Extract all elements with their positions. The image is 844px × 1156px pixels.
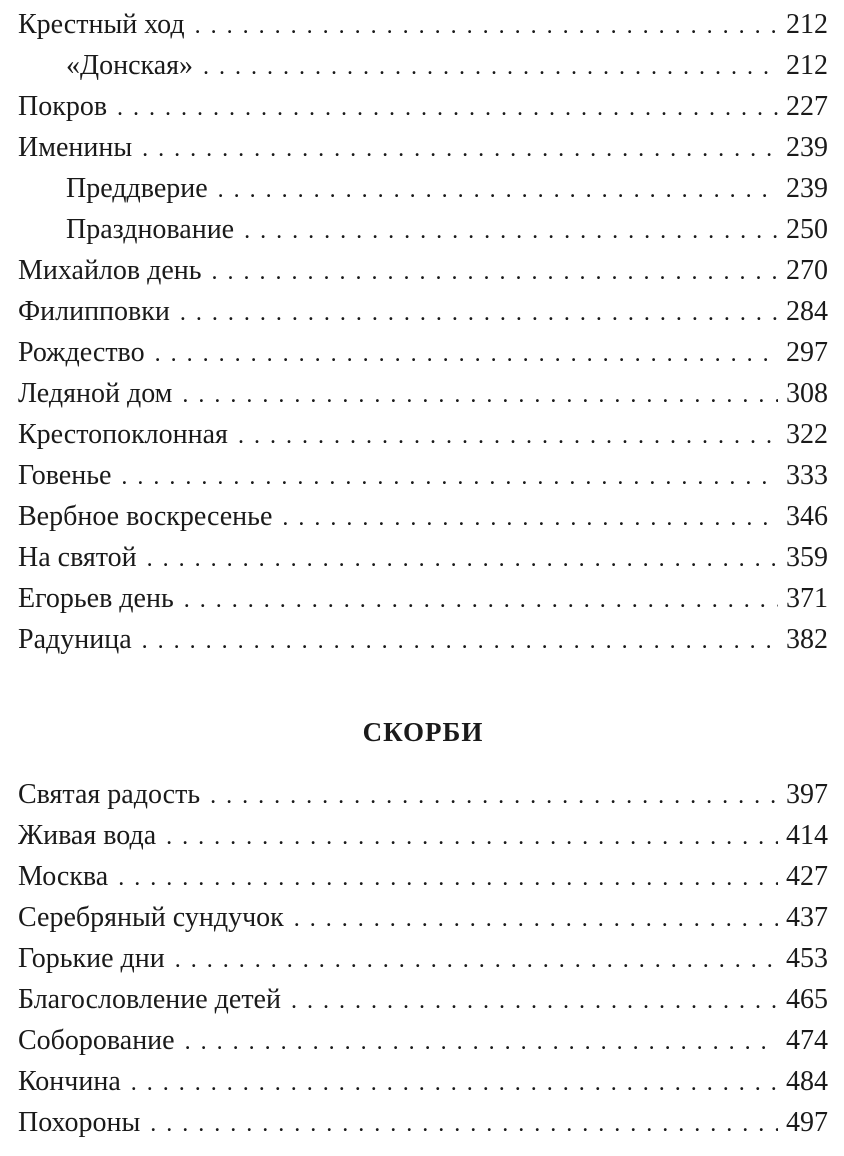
toc-entry (18, 1061, 828, 1102)
toc-entry-page-number: 427 (786, 861, 828, 892)
toc-entry-title: Преддверие (66, 173, 208, 204)
dot-leader (212, 252, 778, 293)
toc-entry-page-number: 371 (786, 583, 828, 614)
toc-entry-page-number: 333 (786, 460, 828, 491)
toc-entry-title: Михайлов день (18, 255, 202, 286)
toc-entry-page-number: 212 (786, 50, 828, 81)
dot-leader (147, 539, 778, 580)
toc-entry-page-number: 453 (786, 943, 828, 974)
toc-entry (18, 455, 828, 496)
toc-entry-title: Рождество (18, 337, 145, 368)
dot-leader (142, 129, 778, 170)
toc-entry-page-number: 297 (786, 337, 828, 368)
toc-entry (18, 373, 828, 414)
dot-leader (117, 88, 778, 129)
toc-entry-title: Серебряный сундучок (18, 902, 284, 933)
toc-entry-title: Ледяной дом (18, 378, 173, 409)
dot-leader (121, 457, 778, 498)
dot-leader (203, 47, 778, 88)
toc-entry-page-number: 414 (786, 820, 828, 851)
toc-entry (18, 774, 828, 815)
toc-entry-page-number: 437 (786, 902, 828, 933)
toc-entry-title: Празднование (66, 214, 235, 245)
toc-entry-title: Живая вода (18, 820, 157, 851)
toc-entry-title: Говенье (18, 460, 112, 491)
dot-leader (131, 1063, 778, 1104)
toc-entry (18, 1102, 828, 1143)
toc-entry (18, 815, 828, 856)
toc-list-part2 (18, 774, 828, 1143)
toc-entry-page-number: 250 (786, 214, 828, 245)
toc-entry (18, 938, 828, 979)
toc-entry (18, 979, 828, 1020)
toc-entry-page-number: 212 (786, 9, 828, 40)
toc-entry (18, 332, 828, 373)
toc-entry (18, 250, 828, 291)
toc-entry-page-number: 497 (786, 1107, 828, 1138)
toc-entry (18, 897, 828, 938)
toc-entry (18, 619, 828, 660)
dot-leader (282, 498, 778, 539)
toc-entry-title: Горькие дни (18, 943, 165, 974)
dot-leader (291, 981, 778, 1022)
toc-entry (18, 209, 828, 250)
toc-entry-title: Крестопоклонная (18, 419, 228, 450)
toc-entry (18, 168, 828, 209)
section-heading: СКОРБИ (362, 717, 484, 747)
dot-leader (118, 858, 778, 899)
toc-entry-page-number: 346 (786, 501, 828, 532)
toc-entry (18, 414, 828, 455)
dot-leader (166, 817, 778, 858)
dot-leader (238, 416, 778, 457)
dot-leader (218, 170, 778, 211)
toc-entry (18, 86, 828, 127)
dot-leader (175, 940, 778, 981)
toc-entry-page-number: 484 (786, 1066, 828, 1097)
toc-entry (18, 578, 828, 619)
toc-entry-title: Именины (18, 132, 133, 163)
toc-entry-title: Благословление детей (18, 984, 281, 1015)
toc-entry (18, 856, 828, 897)
dot-leader (210, 776, 778, 817)
toc-entry-page-number: 359 (786, 542, 828, 573)
toc-entry-title: Вербное воскресенье (18, 501, 273, 532)
toc-entry (18, 537, 828, 578)
toc-entry-page-number: 382 (786, 624, 828, 655)
toc-entry-title: Егорьев день (18, 583, 174, 614)
dot-leader (244, 211, 778, 252)
toc-entry-title: Святая радость (18, 779, 201, 810)
dot-leader (184, 580, 778, 621)
toc-entry-title: Радуница (18, 624, 132, 655)
toc-entry-title: «Донская» (66, 50, 193, 81)
toc-entry-title: Покров (18, 91, 108, 122)
toc-entry-page-number: 322 (786, 419, 828, 450)
toc-entry (18, 127, 828, 168)
toc-entry-title: Соборование (18, 1025, 175, 1056)
toc-entry-title: Филипповки (18, 296, 170, 327)
toc-entry-title: Кончина (18, 1066, 121, 1097)
toc-entry (18, 45, 828, 86)
toc-list-part1 (18, 4, 828, 660)
toc-entry (18, 1020, 828, 1061)
dot-leader (142, 621, 778, 662)
dot-leader (182, 375, 778, 416)
toc-entry-page-number: 308 (786, 378, 828, 409)
toc-entry (18, 291, 828, 332)
dot-leader (155, 334, 778, 375)
dot-leader (185, 1022, 778, 1063)
toc-entry-page-number: 465 (786, 984, 828, 1015)
toc-entry (18, 496, 828, 537)
dot-leader (195, 6, 778, 47)
toc-entry-title: Похороны (18, 1107, 141, 1138)
toc-entry-page-number: 284 (786, 296, 828, 327)
toc-entry-page-number: 397 (786, 779, 828, 810)
toc-entry-title: На святой (18, 542, 137, 573)
toc-entry-page-number: 227 (786, 91, 828, 122)
toc-entry-page-number: 239 (786, 173, 828, 204)
dot-leader (150, 1104, 778, 1145)
toc-entry-title: Крестный ход (18, 9, 185, 40)
toc-entry-page-number: 239 (786, 132, 828, 163)
toc-entry-title: Москва (18, 861, 109, 892)
toc-entry-page-number: 270 (786, 255, 828, 286)
dot-leader (180, 293, 778, 334)
dot-leader (294, 899, 778, 940)
toc-entry-page-number: 474 (786, 1025, 828, 1056)
toc-entry (18, 4, 828, 45)
